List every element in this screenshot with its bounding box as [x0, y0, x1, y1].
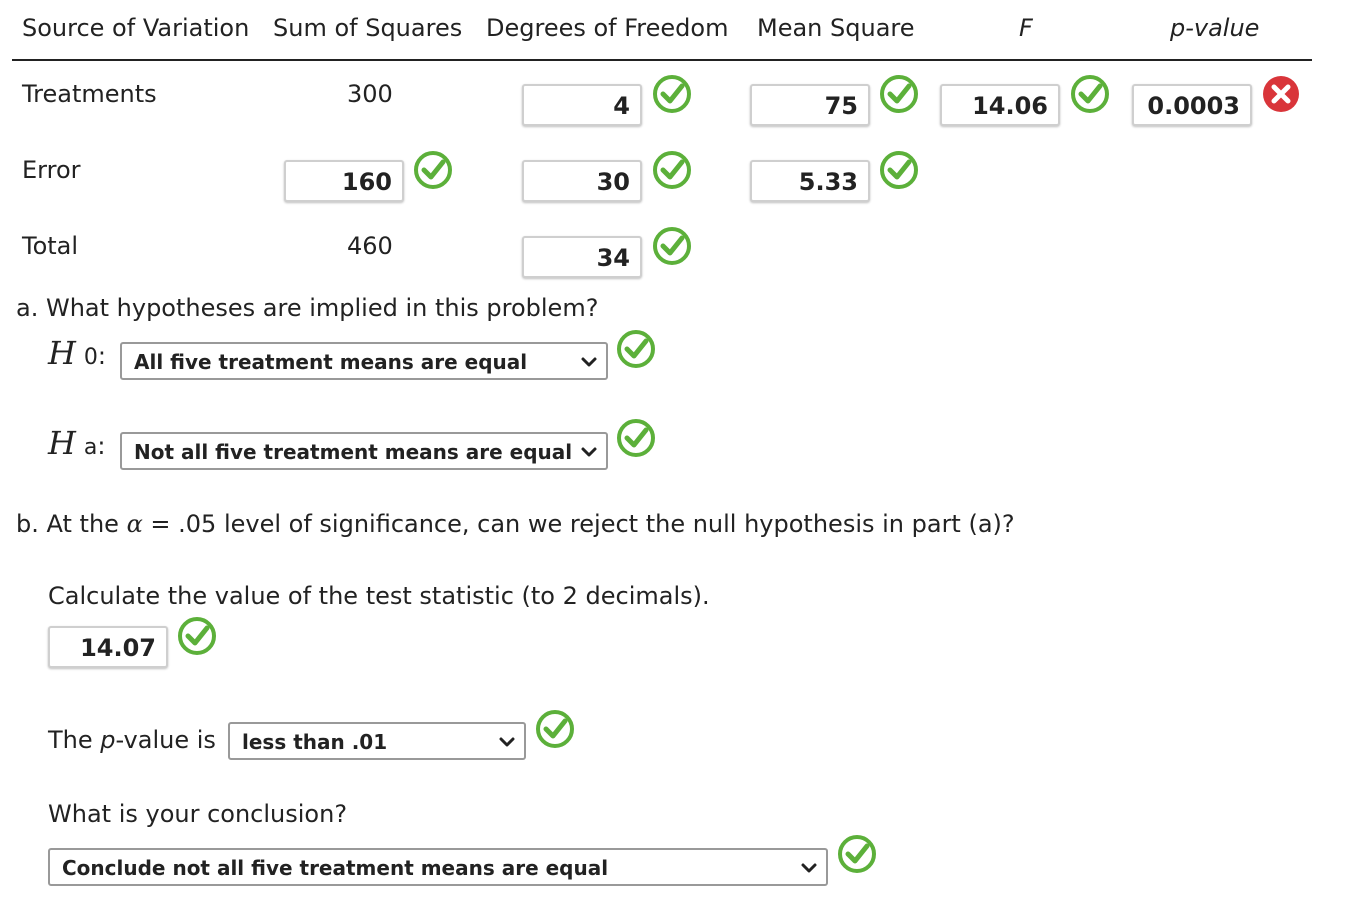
row-treatments-label: Treatments	[22, 80, 157, 108]
row-error-label: Error	[22, 156, 81, 184]
conclusion-prompt: What is your conclusion?	[48, 800, 348, 828]
check-circle-icon	[652, 74, 692, 114]
chevron-down-icon	[800, 859, 818, 877]
chevron-down-icon	[580, 353, 598, 371]
ha-subscript: a	[83, 435, 98, 460]
check-circle-icon	[535, 709, 575, 749]
pvalue-select-value: less than .01	[242, 730, 388, 754]
ha-label	[48, 424, 105, 462]
part-b-suffix: = .05 level of significance, can we reject the null hypothesis in part (a)?	[150, 510, 1015, 538]
error-ms-input[interactable]: 5.33	[750, 160, 870, 202]
error-ss-input[interactable]: 160	[284, 160, 404, 202]
pvalue-label	[48, 726, 216, 754]
header-source: Source of Variation	[22, 14, 250, 42]
check-circle-icon	[1070, 74, 1110, 114]
header-mean-square: Mean Square	[757, 14, 915, 42]
chevron-down-icon	[498, 733, 516, 751]
check-circle-icon	[879, 74, 919, 114]
ha-letter: H	[48, 424, 76, 462]
h0-select[interactable]	[120, 342, 608, 380]
check-circle-icon	[177, 616, 217, 656]
header-f: F	[1019, 14, 1033, 42]
pvalue-label-suffix: -value is	[115, 726, 216, 754]
check-circle-icon	[413, 150, 453, 190]
h0-letter: H	[48, 334, 76, 372]
part-a-question: a. What hypotheses are implied in this problem?	[16, 294, 599, 322]
chevron-down-icon	[580, 443, 598, 461]
check-circle-icon	[879, 150, 919, 190]
part-b-question	[16, 510, 1015, 538]
check-circle-icon	[652, 150, 692, 190]
treatments-ms-input[interactable]: 75	[750, 84, 870, 126]
calc-prompt: Calculate the value of the test statistic (to 2 decimals).	[48, 582, 710, 610]
row-total-label: Total	[22, 232, 79, 260]
treatments-df-input[interactable]: 4	[522, 84, 642, 126]
test-statistic-input[interactable]: 14.07	[48, 626, 168, 668]
alpha-symbol: α	[126, 510, 143, 538]
ha-select[interactable]	[120, 432, 608, 470]
x-circle-icon	[1261, 74, 1301, 114]
total-df-input[interactable]: 34	[522, 236, 642, 278]
h0-select-value: All five treatment means are equal	[134, 350, 528, 374]
h0-label	[48, 334, 106, 372]
header-sum-of-squares: Sum of Squares	[273, 14, 463, 42]
h0-colon: :	[97, 342, 106, 370]
header-divider	[12, 59, 1312, 61]
pvalue-select[interactable]	[228, 722, 526, 760]
part-b-prefix: b. At the	[16, 510, 119, 538]
pvalue-label-p: p	[100, 726, 116, 754]
check-circle-icon	[652, 226, 692, 266]
treatments-pvalue-input[interactable]: 0.0003	[1132, 84, 1252, 126]
ha-select-value: Not all five treatment means are equal	[134, 440, 573, 464]
check-circle-icon	[616, 418, 656, 458]
header-pvalue-text: p-value	[1170, 14, 1260, 42]
row-treatments-ss: 300	[347, 80, 393, 108]
treatments-f-input[interactable]: 14.06	[940, 84, 1060, 126]
pvalue-label-prefix: The	[48, 726, 93, 754]
row-total-ss: 460	[347, 232, 393, 260]
check-circle-icon	[616, 329, 656, 369]
header-degrees-of-freedom: Degrees of Freedom	[486, 14, 729, 42]
conclusion-select[interactable]	[48, 848, 828, 886]
h0-subscript: 0	[83, 345, 98, 370]
header-pvalue	[1170, 14, 1259, 42]
ha-colon: :	[97, 432, 106, 460]
error-df-input[interactable]: 30	[522, 160, 642, 202]
conclusion-select-value: Conclude not all five treatment means are equal	[62, 856, 609, 880]
check-circle-icon	[837, 834, 877, 874]
